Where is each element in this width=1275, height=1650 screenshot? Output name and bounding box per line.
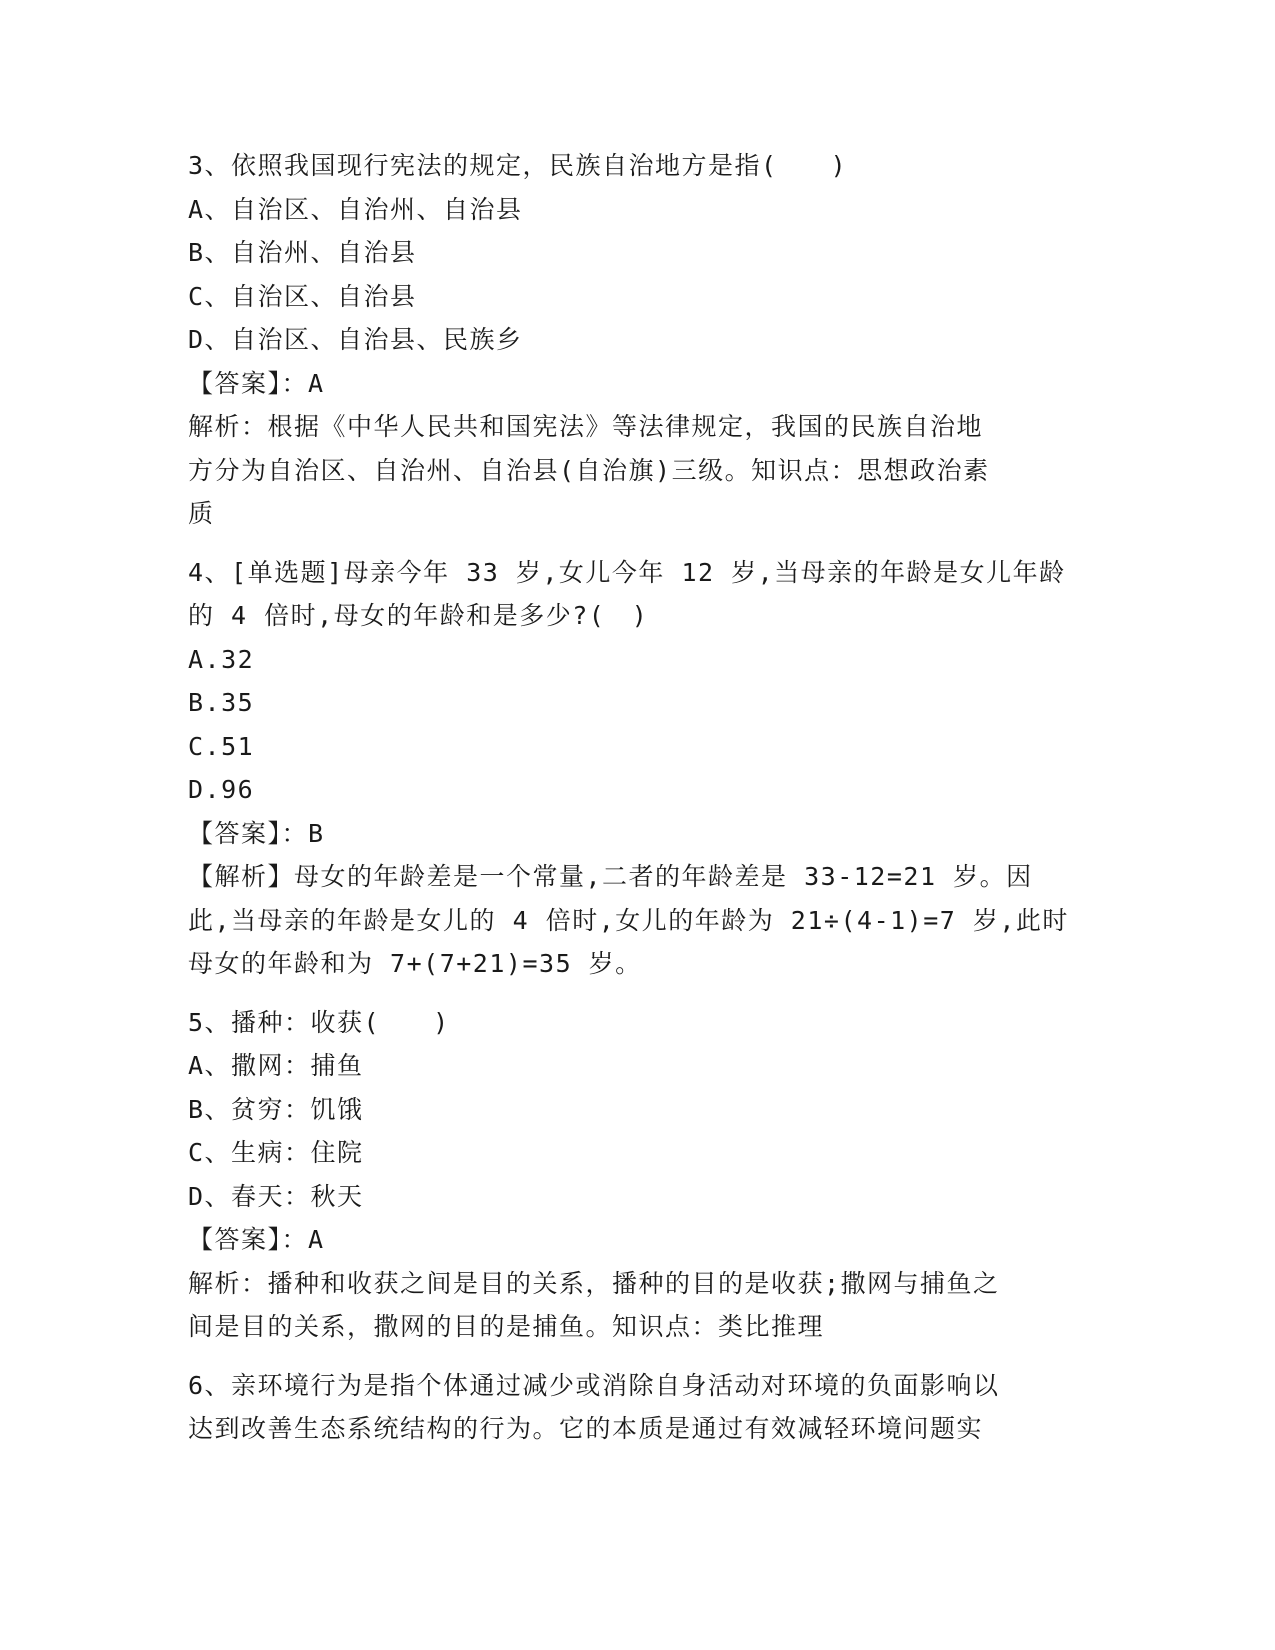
question-stem: 的 4 倍时,母女的年龄和是多少?( ) <box>188 601 649 630</box>
answer: 【答案】：A <box>188 368 325 398</box>
answer: 【答案】：A <box>188 1225 325 1254</box>
analysis-line: 质 <box>188 499 215 528</box>
option-b: B、自治州、自治县 <box>188 238 417 267</box>
option-a: A、自治区、自治州、自治县 <box>188 194 523 224</box>
analysis-line: 此,当母亲的年龄是女儿的 4 倍时,女儿的年龄为 21÷(4-1)=7 岁,此时 <box>188 905 1069 935</box>
question-stem: 3、依照我国现行宪法的规定，民族自治地方是指( ) <box>188 151 848 180</box>
analysis-line: 方分为自治区、自治州、自治县(自治旗)三级。知识点：思想政治素 <box>188 455 990 485</box>
option-c: C.51 <box>188 731 255 761</box>
analysis-line: 解析：播种和收获之间是目的关系，播种的目的是收获;撒网与捕鱼之 <box>188 1268 1000 1298</box>
option-a: A.32 <box>188 644 255 674</box>
analysis-line: 解析：根据《中华人民共和国宪法》等法律规定，我国的民族自治地 <box>188 412 984 441</box>
option-d: D、春天：秋天 <box>188 1181 364 1211</box>
question-4 <box>188 551 1088 986</box>
question-list <box>188 144 1088 1466</box>
option-d: D.96 <box>188 775 255 804</box>
question-3 <box>188 144 1088 536</box>
analysis-line: 【解析】母女的年龄差是一个常量,二者的年龄差是 33-12=21 岁。因 <box>188 862 1033 891</box>
option-c: C、自治区、自治县 <box>188 281 417 311</box>
option-b: B、贫穷：饥饿 <box>188 1094 364 1124</box>
option-c: C、生病：住院 <box>188 1138 364 1167</box>
question-stem: 4、[单选题]母亲今年 33 岁,女儿今年 12 岁,当母亲的年龄是女儿年龄 <box>188 557 1066 587</box>
option-b: B.35 <box>188 688 255 717</box>
question-6 <box>188 1364 1088 1451</box>
option-a: A、撒网：捕鱼 <box>188 1051 364 1080</box>
question-stem: 6、亲环境行为是指个体通过减少或消除自身活动对环境的负面影响以 <box>188 1370 1000 1400</box>
question-stem: 5、播种：收获( ) <box>188 1007 450 1037</box>
question-stem: 达到改善生态系统结构的行为。它的本质是通过有效减轻环境问题实 <box>188 1414 984 1443</box>
option-d: D、自治区、自治县、民族乡 <box>188 325 523 354</box>
question-5 <box>188 1001 1088 1349</box>
analysis-line: 间是目的关系，撒网的目的是捕鱼。知识点：类比推理 <box>188 1312 825 1341</box>
answer: 【答案】：B <box>188 818 325 848</box>
analysis-line: 母女的年龄和为 7+(7+21)=35 岁。 <box>188 949 642 978</box>
